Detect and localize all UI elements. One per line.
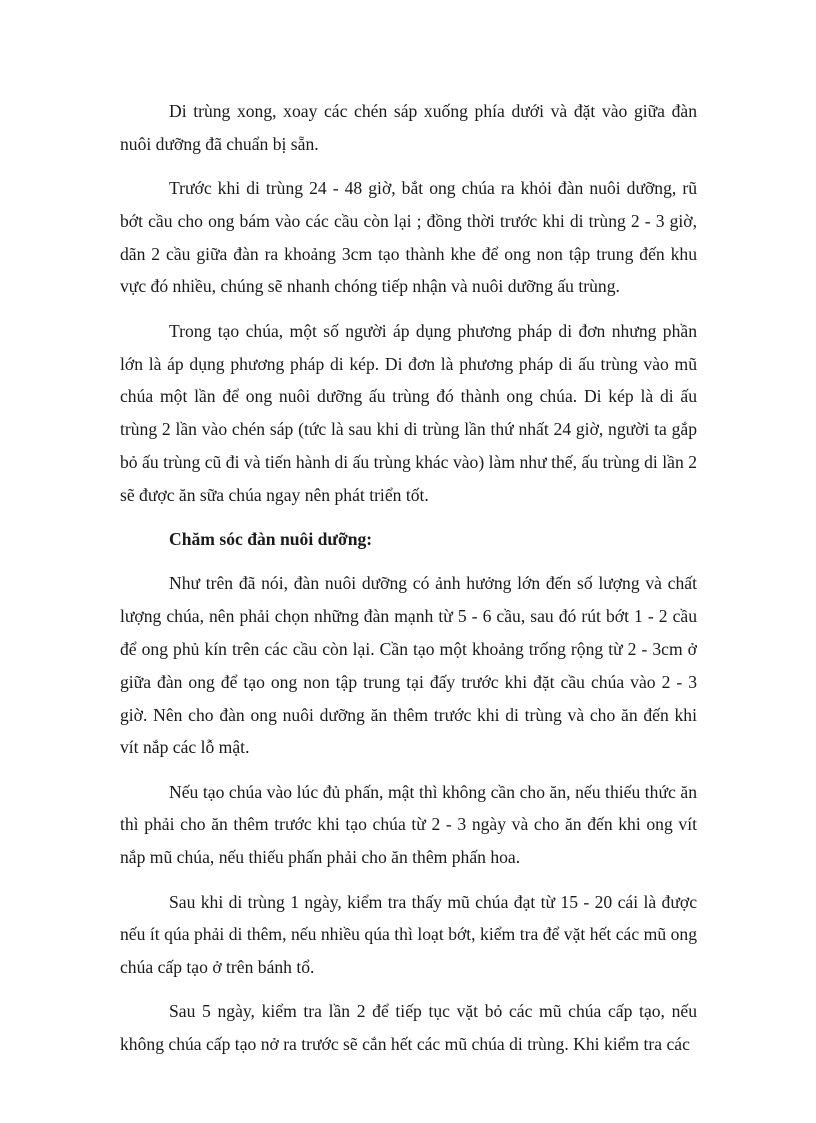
paragraph-pre-grafting-preparation: Trước khi di trùng 24 - 48 giờ, bắt ong chúa ra khỏi đàn nuôi dưỡng, rũ bớt cầu cho ong bám vào các cầu còn lại ; đồng thời trước khi di trùng 2 - 3 giờ, dãn 2 cầu giữa đàn ra khoảng 3cm tạo thành khe để ong non tập trung đến khu vực đó nhiều, chúng sẽ nhanh chóng tiếp nhận và nuôi dưỡng ấu trùng. xyxy=(120,178,697,297)
paragraph-second-inspection: Sau 5 ngày, kiểm tra lần 2 để tiếp tục vặt bỏ các mũ chúa cấp tạo, nếu không chúa cấp tạo nở ra trước sẽ cắn hết các mũ chúa di trùng. Khi kiểm tra các xyxy=(120,1001,697,1055)
section-heading-nurse-colony-care: Chăm sóc đàn nuôi dưỡng: xyxy=(169,529,373,550)
paragraph-queen-cups-placement: Di trùng xong, xoay các chén sáp xuống phía dưới và đặt vào giữa đàn nuôi dưỡng đã chuẩn bị sẵn. xyxy=(120,101,697,154)
paragraph-single-double-grafting: Trong tạo chúa, một số người áp dụng phương pháp di đơn nhưng phần lớn là áp dụng phương pháp di kép. Di đơn là phương pháp di ấu trùng vào mũ chúa một lần để ong nuôi dưỡng ấu trùng đó thành ong chúa. Di kép là di ấu trùng 2 lần vào chén sáp (tức là sau khi di trùng lần thứ nhất 24 giờ, người ta gắp bỏ ấu trùng cũ đi và tiến hành di ấu trùng khác vào) làm như thế, ấu trùng di lần 2 sẽ được ăn sữa chúa ngay nên phát triển tốt. xyxy=(120,320,697,505)
paragraph-feeding: Nếu tạo chúa vào lúc đủ phấn, mật thì không cần cho ăn, nếu thiếu thức ăn thì phải cho ăn thêm trước khi tạo chúa từ 2 - 3 ngày và cho ăn đến khi ong vít nắp mũ chúa, nếu thiếu phấn phải cho ăn thêm phấn hoa. xyxy=(120,781,697,868)
paragraph-first-inspection: Sau khi di trùng 1 ngày, kiểm tra thấy mũ chúa đạt từ 15 - 20 cái là được nếu ít qúa phải di thêm, nếu nhiều qúa thì loạt bớt, kiểm tra để vặt hết các mũ ong chúa cấp tạo ở trên bánh tổ. xyxy=(120,891,697,978)
paragraph-nurse-colony-selection: Như trên đã nói, đàn nuôi dưỡng có ảnh hưởng lớn đến số lượng và chất lượng chúa, nên phải chọn những đàn mạnh từ 5 - 6 cầu, sau đó rút bớt 1 - 2 cầu để ong phủ kín trên các cầu còn lại. Cần tạo một khoảng trống rộng từ 2 - 3cm ở giữa đàn ong để tạo ong non tập trung tại đấy trước khi đặt cầu chúa vào 2 - 3 giờ. Nên cho đàn ong nuôi dưỡng ăn thêm trước khi di trùng và cho ăn đến khi vít nắp các lỗ mật. xyxy=(120,573,697,758)
document-body xyxy=(120,95,697,1073)
